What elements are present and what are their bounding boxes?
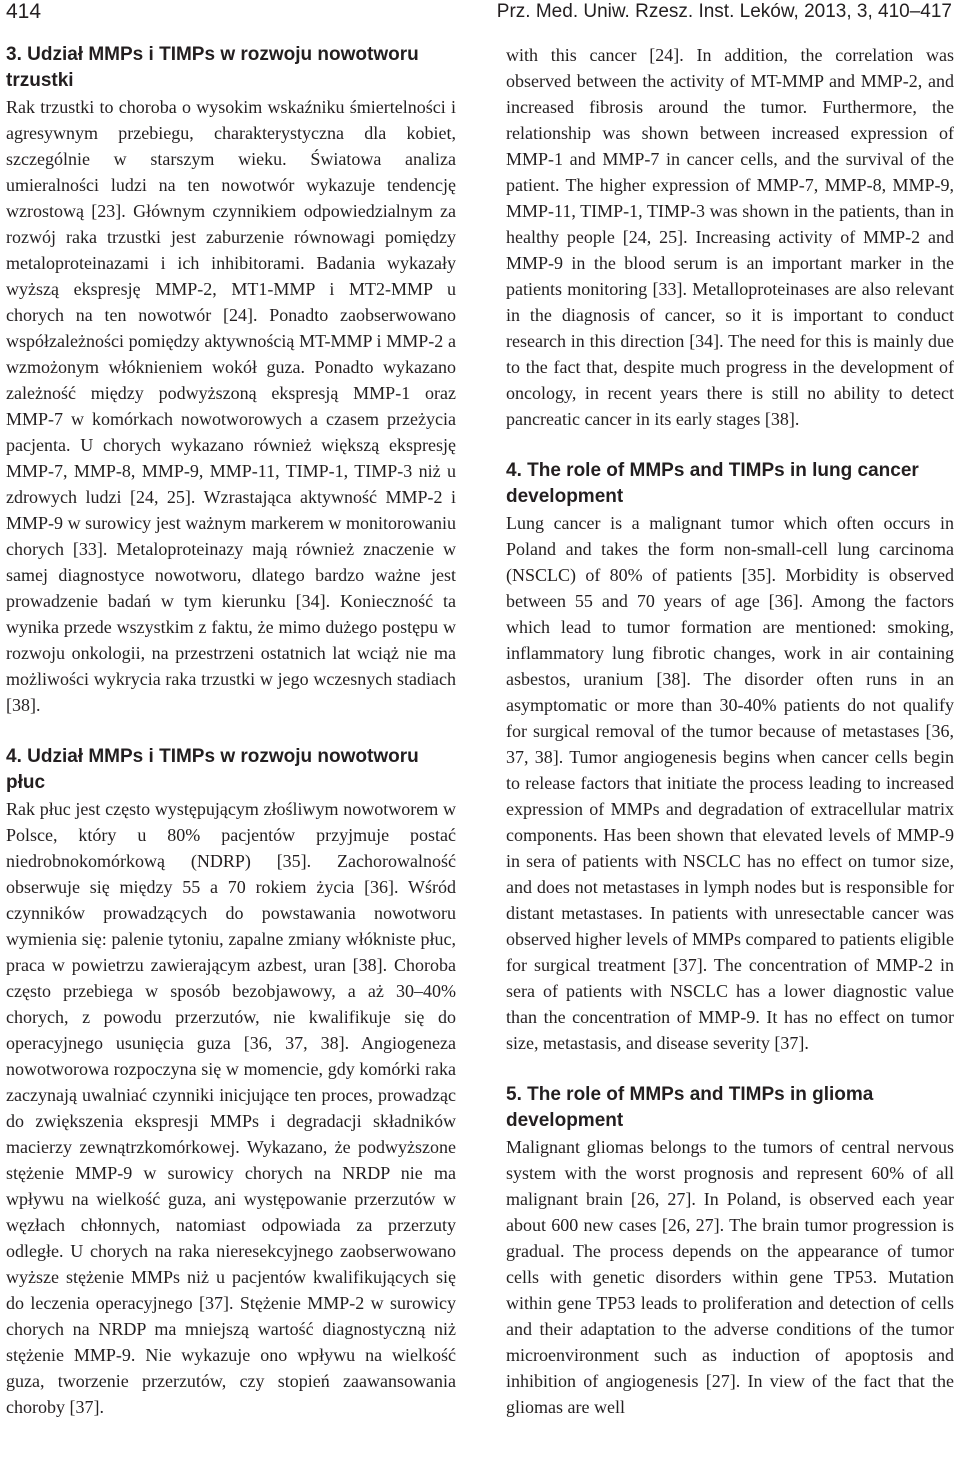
journal-reference: Prz. Med. Uniw. Rzesz. Inst. Leków, 2013, 3, 410–417 [496, 1, 952, 22]
section-spacer [506, 432, 954, 458]
section-3-continued-text-en: with this cancer [24]. In addition, the correlation was observed between the activity of MT-MMP and MMP-2, and increased fibrosis around the tumor. Furthermore, the relationship was shown between increased expression of MMP-1 and MMP-7 in cancer cells, and the survival of the patient. The higher expression of MMP-7, MMP-8, MMP-9, MMP-11, TIMP-1, TIMP-3 was shown in the patients, than in healthy people [24, 25]. Increasing activity of MMP-2 and MMP-9 in the blood serum is an important marker in the patients monitoring [33]. Metalloproteinases are also relevant in the diagnosis of cancer, so it is important to conduct research in this direction [34]. The need for this is mainly due to the fact that, despite much progress in the development of oncology, in recent years there is still no ability to detect pancreatic cancer in its early stages [38]. [506, 45, 954, 429]
right-column-english [506, 42, 954, 1472]
section-3-text-pl: Rak trzustki to choroba o wysokim wskaźniku śmiertelności i agresywnym przebiegu, charakterystyczna dla kobiet, szczególnie w starszym wieku. Światowa analiza umieralności ludzi na ten nowotwór wykazuje tendencję wzrostową [23]. Głównym czynnikiem odpowiedzialnym za rozwój raka trzustki jest zaburzenie równowagi pomiędzy metaloproteinazami i ich inhibitorami. Badania wykazały wyższą ekspresję MMP-2, MT1-MMP i MT2-MMP u chorych na ten nowotwór [24]. Ponadto zaobserwowano współzależności pomiędzy aktywnością MT-MMP i MMP-2 a wzmożonym włóknieniem wokół guza. Ponadto wykazano zależność między podwyższoną ekspresją MMP-1 oraz MMP-7 w komórkach nowotworowych a czasem przeżycia pacjenta. U chorych wykazano również większą ekspresję MMP-7, MMP-8, MMP-9, MMP-11, TIMP-1, TIMP-3 niż u zdrowych ludzi [24, 25]. Wzrastająca aktywność MMP-2 i MMP-9 w surowicy jest ważnym markerem w monitorowaniu chorych [33]. Metaloproteinazy mają również znaczenie w samej diagnostyce nowotworu, dlatego bardzo ważne jest prowadzenie badań w tym kierunku [34]. Konieczność ta wynika przede wszystkim z faktu, że mimo dużego postępu w rozwoju onkologii, na przestrzeni ostatnich lat wciąż nie ma możliwości wykrycia raka trzustki w jego wczesnych stadiach [38]. [6, 97, 456, 715]
section-spacer [506, 1056, 954, 1082]
section-3-heading-pl: 3. Udział MMPs i TIMPs w rozwoju nowotworu trzustki [6, 44, 419, 91]
section-4-heading-en: 4. The role of MMPs and TIMPs in lung cancer development [506, 460, 919, 507]
section-4-heading-pl: 4. Udział MMPs i TIMPs w rozwoju nowotworu płuc [6, 746, 419, 793]
left-column-polish [6, 42, 456, 1472]
page-header [0, 0, 960, 34]
section-5-heading-en: 5. The role of MMPs and TIMPs in glioma development [506, 1084, 874, 1131]
page-number: 414 [6, 0, 42, 23]
section-spacer [6, 718, 456, 744]
section-4-text-pl: Rak płuc jest często występującym złośliwym nowotworem w Polsce, który u 80% pacjentów przyjmuje postać niedrobnokomórkową (NDRP) [35]. Zachorowalność obserwuje się między 55 a 70 rokiem życia [36]. Wśród czynników prowadzących do powstawania nowotworu wymienia się: palenie tytoniu, zapalne zmiany włókniste płuc, praca w powietrzu zawierającym azbest, uran [38]. Choroba często przebiega w sposób bezobjawowy, a aż 30–40% chorych, z powodu przerzutów, nie kwalifikuje się do operacyjnego usunięcia guza [36, 37, 38]. Angiogeneza nowotworowa rozpoczyna się w momencie, gdy komórki raka zaczynają uwalniać czynniki inicjujące ten proces, prowadząc do zwiększenia ekspresji MMPs i degradacji składników macierzy zewnątrzkomórkowej. Wykazano, że podwyższone stężenie MMP-9 w surowicy chorych na NRDP nie ma wpływu na wielkość guza, ani występowanie przerzutów w węzłach chłonnych, natomiast odpowiada za przerzuty odległe. U chorych na raka nieresekcyjnego zaobserwowano wyższe stężenie MMPs niż u pacjentów kwalifikujących się do leczenia operacyjnego [37]. Stężenie MMP-2 w surowicy chorych na NRDP ma mniejszą wartość diagnostyczną niż stężenie MMP-9. Nie wykazuje ono wpływu na wielkość guza, tworzenie przerzutów, czy stopień zaawansowania choroby [37]. [6, 799, 456, 1417]
section-5-text-en: Malignant gliomas belongs to the tumors of central nervous system with the worst prognosis and represent 60% of all malignant brain [26, 27]. In Poland, is observed each year about 600 new cases [26, 27]. The brain tumor progression is gradual. The process depends on the appearance of tumor cells with genetic disorders within gene TP53. Mutation within gene TP53 leads to proliferation and detection of cells and their adaptation to the adverse conditions of the tumor microenvironment such as induction of apoptosis and inhibition of angiogenesis [27]. In view of the fact that the gliomas are well [506, 1137, 954, 1417]
section-4-text-en: Lung cancer is a malignant tumor which often occurs in Poland and takes the form non-small-cell lung carcinoma (NSCLC) of 80% of patients [35]. Morbidity is observed between 55 and 70 years of age [36]. Among the factors which lead to tumor formation are mentioned: smoking, inflammatory lung fibrotic changes, work in air containing asbestos, uranium [38]. The disorder often runs in an asymptomatic or more than 30-40% patients do not qualify for surgical removal of the tumor because of metastases [36, 37, 38]. Tumor angiogenesis begins when cancer cells begin to release factors that initiate the process leading to increased expression of MMPs and degradation of extracellular matrix components. Has been shown that elevated levels of MMP-9 in sera of patients with NSCLC has no effect on tumor size, and does not metastases in lymph nodes but is responsible for distant metastases. In patients with unresectable cancer was observed higher levels of MMPs compared to patients eligible for surgical treatment [37]. The concentration of MMP-2 in sera of patients with NSCLC has a lower diagnostic value than the concentration of MMP-9. It has no effect on tumor size, metastasis, and disease severity [37]. [506, 513, 954, 1053]
